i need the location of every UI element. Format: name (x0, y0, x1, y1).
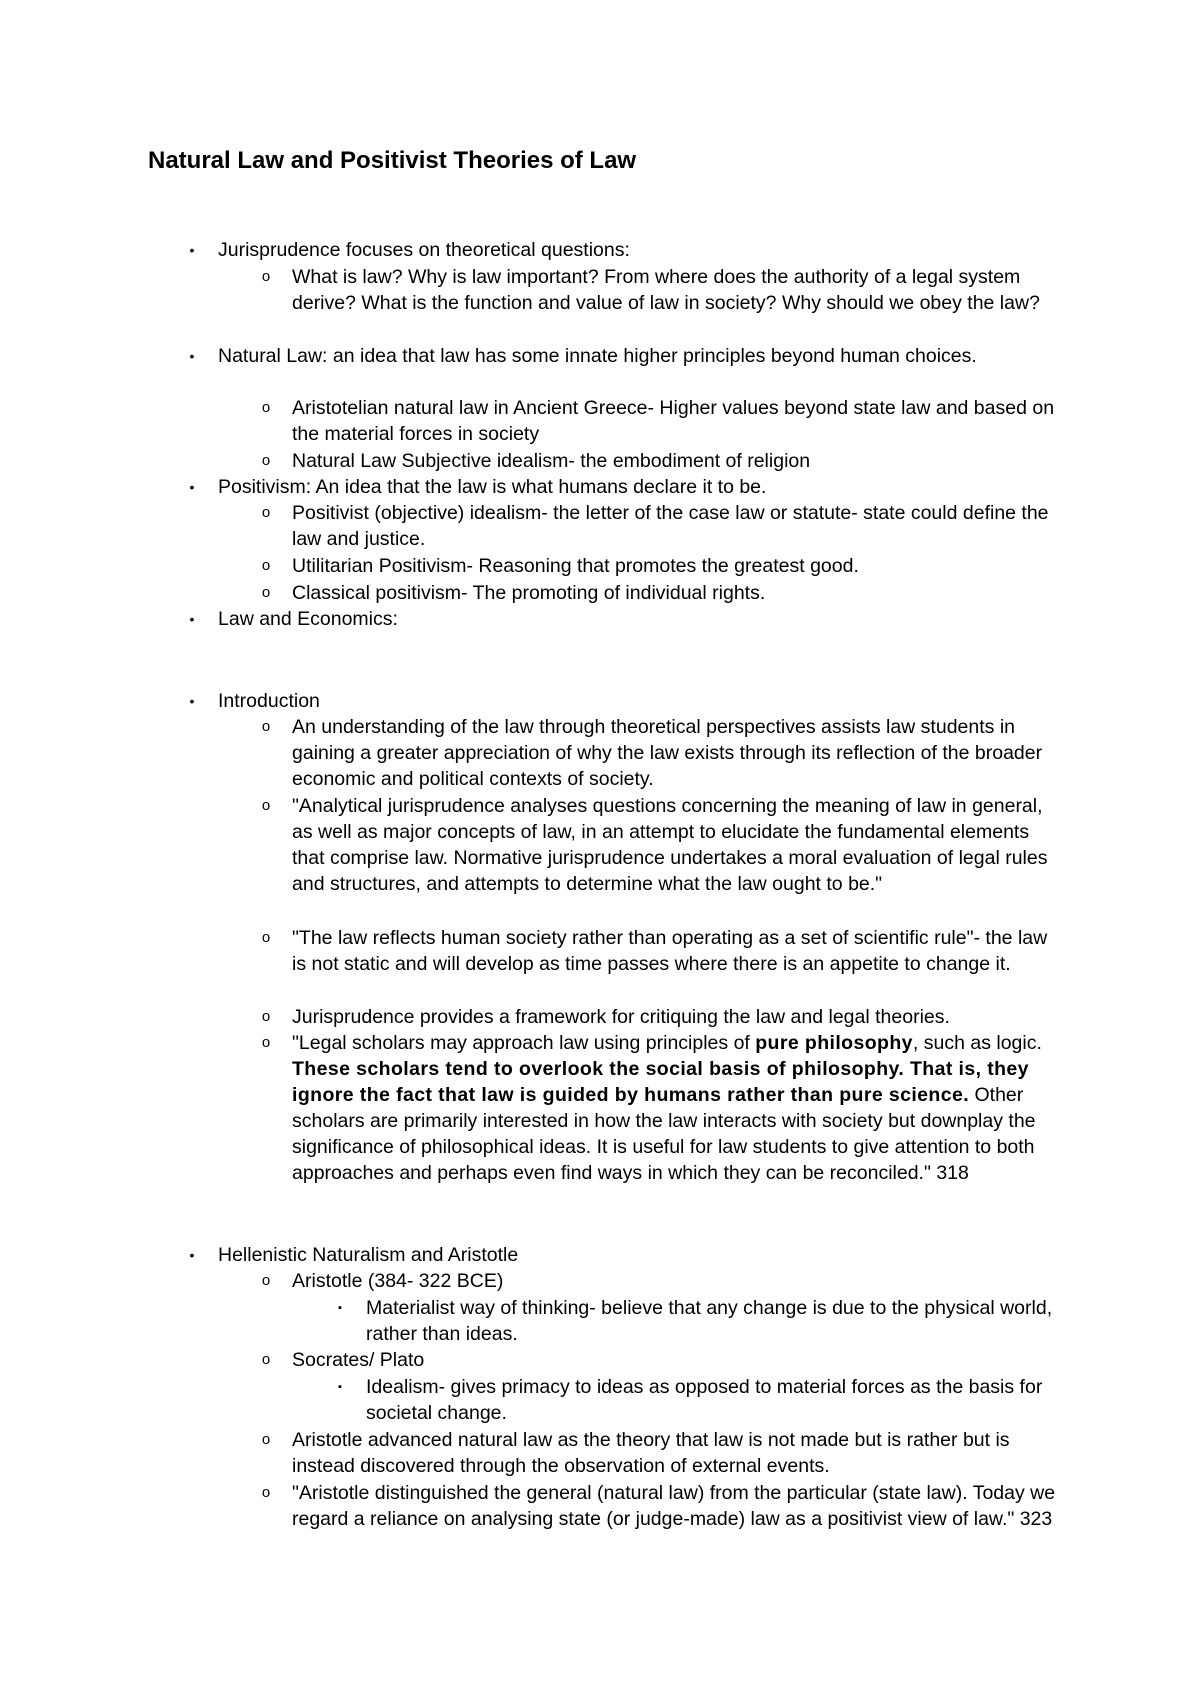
list-item (338, 1374, 1066, 1426)
list-item (261, 395, 1062, 447)
list-item (261, 1427, 1062, 1479)
quote-text: , such as logic. (912, 1032, 1042, 1054)
hollow-bullet-icon: o (261, 1431, 271, 1448)
list-item (189, 606, 1018, 632)
list-item (189, 1242, 1018, 1268)
hollow-bullet-icon: o (261, 1351, 271, 1368)
list-item-text: Aristotle (384- 322 BCE) (292, 1270, 504, 1292)
list-item (261, 1030, 1062, 1186)
list-item-text: Law and Economics: (218, 608, 398, 630)
list-item (338, 1295, 1066, 1347)
list-item (261, 500, 1062, 552)
bullet-icon: • (189, 242, 195, 258)
list-item-text: Socrates/ Plato (292, 1349, 425, 1371)
list-item-text: Positivism: An idea that the law is what humans declare it to be. (218, 476, 767, 498)
list-item (261, 1268, 1062, 1294)
bullet-icon: • (189, 693, 195, 709)
list-item (261, 264, 1062, 316)
square-bullet-icon: ▪ (338, 1381, 342, 1393)
hollow-bullet-icon: o (261, 929, 271, 946)
list-item (261, 793, 1062, 897)
hollow-bullet-icon: o (261, 1034, 271, 1051)
list-item (261, 925, 1062, 977)
list-item-text: Jurisprudence focuses on theoretical questions: (218, 239, 630, 261)
list-item-text: "Analytical jurisprudence analyses questions concerning the meaning of law in general, as well as major concepts of law, in an attempt to elucidate the fundamental elements that comprise law. Normative jurisprudence undertakes a moral evaluation of legal rules and structures, and attempts to determine what the law ought to be." (292, 795, 1048, 895)
list-item (261, 553, 1062, 579)
list-item-text: "The law reflects human society rather than operating as a set of scientific rule"- the law is not static and will develop as time passes where there is an appetite to change it. (292, 927, 1048, 975)
list-item-text: Idealism- gives primacy to ideas as opposed to material forces as the basis for societal change. (366, 1376, 1043, 1424)
list-item-text: Jurisprudence provides a framework for critiquing the law and legal theories. (292, 1006, 950, 1028)
list-item-text: Natural Law: an idea that law has some innate higher principles beyond human choices. (218, 345, 977, 367)
hollow-bullet-icon: o (261, 504, 271, 521)
hollow-bullet-icon: o (261, 1272, 271, 1289)
square-bullet-icon: ▪ (338, 1302, 342, 1314)
list-item-text: Introduction (218, 690, 320, 712)
hollow-bullet-icon: o (261, 797, 271, 814)
list-item (189, 474, 1018, 500)
quote-text: Other scholars are primarily interested in how the law interacts with society but downplay the significance of philosophical ideas. It is useful for law students to give attention to both approaches and perhaps even find ways in which they can be reconciled." 318 (292, 1084, 1036, 1184)
hollow-bullet-icon: o (261, 452, 271, 469)
bold-text: pure philosophy (755, 1032, 913, 1054)
list-item (261, 1347, 1062, 1373)
hollow-bullet-icon: o (261, 1008, 271, 1025)
list-item (189, 237, 1018, 263)
list-item-text: Aristotelian natural law in Ancient Greece- Higher values beyond state law and based on the material forces in society (292, 397, 1055, 445)
quote-text: "Legal scholars may approach law using principles of (292, 1032, 756, 1054)
document-title: Natural Law and Positivist Theories of Law (148, 147, 637, 174)
hollow-bullet-icon: o (261, 399, 271, 416)
list-item-text: Hellenistic Naturalism and Aristotle (218, 1244, 519, 1266)
list-item (261, 714, 1062, 792)
list-item (261, 448, 1062, 474)
bullet-icon: • (189, 1247, 195, 1263)
list-item (261, 1480, 1062, 1532)
list-item (189, 343, 1018, 369)
list-item-text: An understanding of the law through theoretical perspectives assists law students in gaining a greater appreciation of why the law exists through its reflection of the broader economic and political contexts of society. (292, 716, 1043, 790)
list-item (261, 580, 1062, 606)
hollow-bullet-icon: o (261, 1484, 271, 1501)
list-item-text: Natural Law Subjective idealism- the embodiment of religion (292, 450, 811, 472)
hollow-bullet-icon: o (261, 718, 271, 735)
list-item-text: Materialist way of thinking- believe that any change is due to the physical world, rather than ideas. (366, 1297, 1053, 1345)
list-item (189, 688, 1018, 714)
bold-text: These scholars tend to overlook the social basis of philosophy. That is, they ignore the fact that law is guided by humans rather than pure science. (292, 1058, 1029, 1106)
list-item-text: "Aristotle distinguished the general (natural law) from the particular (state law). Today we regard a reliance on analysing state (or judge-made) law as a positivist view of law." 323 (292, 1482, 1056, 1530)
hollow-bullet-icon: o (261, 584, 271, 601)
bullet-icon: • (189, 611, 195, 627)
hollow-bullet-icon: o (261, 268, 271, 285)
list-item-text: What is law? Why is law important? From where does the authority of a legal system derive? What is the function and value of law in society? Why should we obey the law? (292, 266, 1040, 314)
hollow-bullet-icon: o (261, 557, 271, 574)
list-item-text: Classical positivism- The promoting of individual rights. (292, 582, 766, 604)
bullet-icon: • (189, 479, 195, 495)
list-item-text: Aristotle advanced natural law as the theory that law is not made but is rather but is instead discovered through the observation of external events. (292, 1429, 1010, 1477)
list-item-text: Positivist (objective) idealism- the letter of the case law or statute- state could define the law and justice. (292, 502, 1049, 550)
list-item-text: Utilitarian Positivism- Reasoning that promotes the greatest good. (292, 555, 859, 577)
bullet-icon: • (189, 348, 195, 364)
list-item (261, 1004, 1062, 1030)
